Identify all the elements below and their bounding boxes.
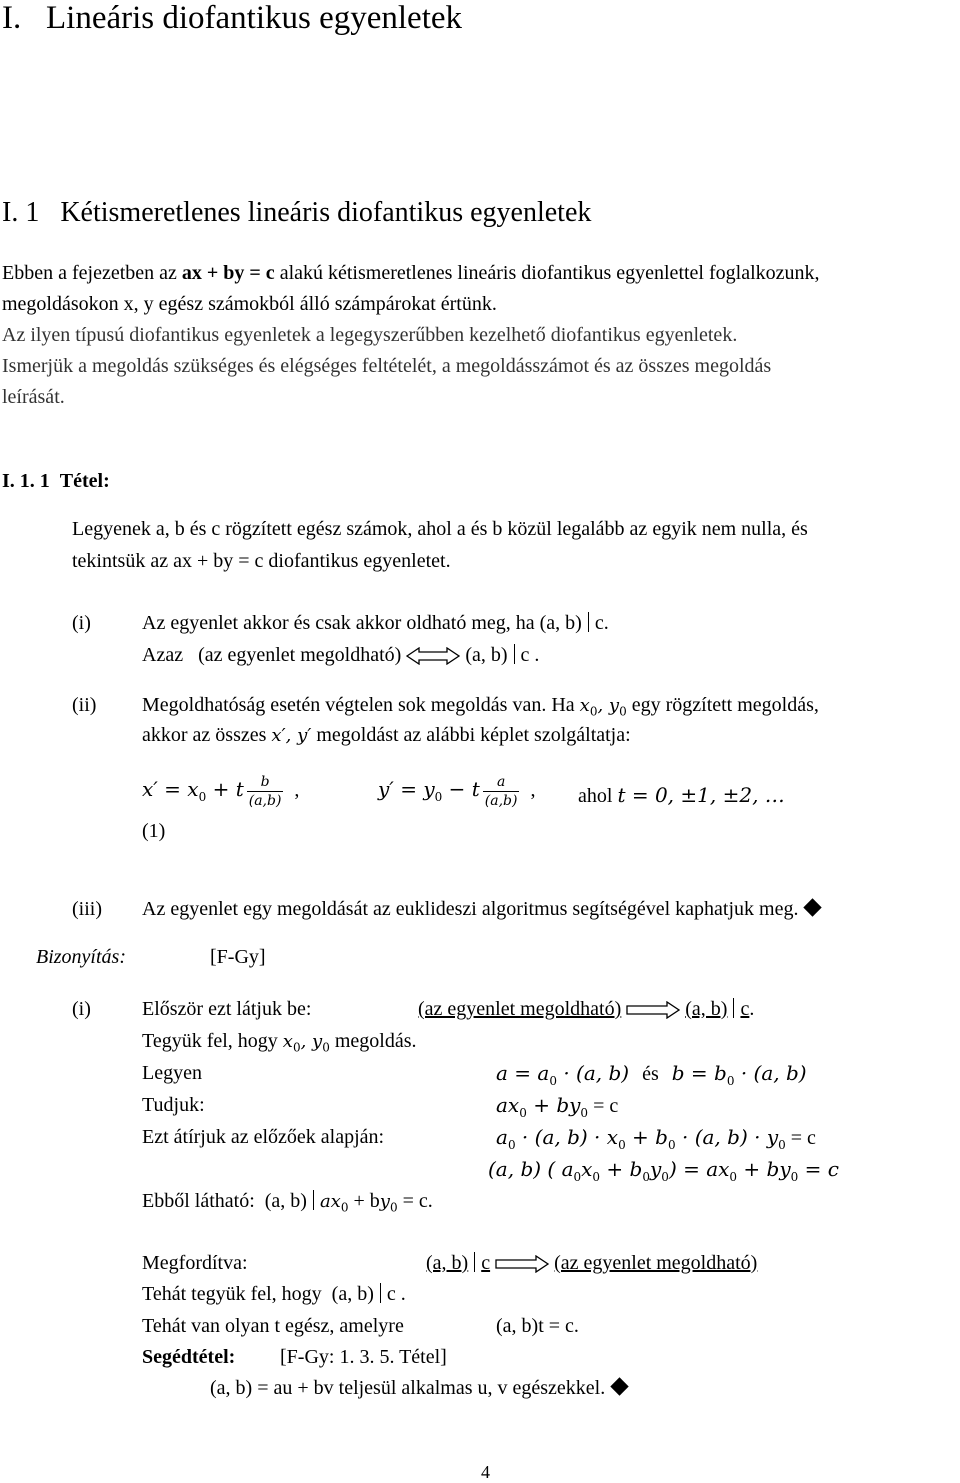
divides-symbol [313,1190,314,1210]
item-i-text: c . [520,644,540,666]
item-ii-label: (ii) [72,694,97,716]
lemma-text [210,1377,626,1400]
lemma-label: Segédtétel: [142,1346,236,1368]
proof-tehat-1-text: Tehát tegyük fel, hogy (a, b) [142,1283,374,1305]
proof-atirjuk-equation: $a_0 \cdot (a$, $b) \cdot x_0 + b_0 \cdot (a$, $b) \cdot y_0 = c$ [496,1125,816,1152]
proof-reference: [F-Gy] [210,946,266,968]
formula-x: $x' = x_0 + t$ $\frac{b}{(a,b)}$ , [142,774,300,809]
divides-symbol [474,1252,475,1272]
divides-symbol [588,612,589,632]
item-ii-text: egy rögzített megoldás, [626,694,819,716]
divides-symbol [733,998,734,1018]
proof-equals-c: = c [593,1095,619,1117]
proof-first-premise: (az egyenlet megoldható) [418,998,622,1020]
proof-label: Bizonyítás: [36,946,126,968]
proof-tehat-1 [142,1283,406,1306]
intro-line-4: Ismerjük a megoldás szükséges és elégséges feltételét, a megoldásszámot és az összes megoldás [2,355,772,377]
item-i-label: (i) [72,612,91,634]
proof-first-period: . [749,998,755,1020]
proof-converse-statement [426,1252,757,1275]
proof-factored-equation: (a, b) ( $a_0x_0 + b_0y_0) = ax_0 + by_0 = c$ [488,1157,839,1184]
divides-symbol [514,644,515,664]
formula-t-range [578,784,785,808]
item-iii-text [142,898,819,921]
intro-text: alakú kétismeretlenes lineáris diofantikus egyenlettel foglalkozunk, [274,262,820,284]
item-ii-text: megoldást az alábbi képlet szolgáltatja: [311,724,631,746]
proof-converse-premise: (a, b) [426,1252,469,1274]
proof-legyen-label: Legyen [142,1062,202,1084]
formula-ahol: ahol [578,785,613,807]
right-arrow-icon [626,1001,680,1019]
math-x0-y0: $x_0$, $y_0$ [282,1031,330,1055]
formula-y: $y' = y_0 - t$ $\frac{a}{(a,b)}$ , [378,774,536,809]
proof-first-conclusion: c [740,998,750,1020]
theorem-text-1: Legyenek a, b és c rögzített egész számok, ahol a és b közül legalább az egyik nem nulla, és [72,518,808,540]
proof-tehat-1-text: c . [386,1283,406,1305]
intro-text: Ebben a fejezetben az [2,262,182,284]
item-ii-text: Megoldhatóság esetén végtelen sok megoldás van. Ha [142,694,580,716]
item-i-line-1 [142,612,609,635]
proof-ebbol-text: Ebből látható: (a, b) [142,1190,307,1212]
proof-first-statement [418,998,754,1021]
proof-equals-c: = c [790,1127,816,1149]
item-ii-line-2 [142,724,631,747]
proof-converse-conclusion: (az egyenlet megoldható) [554,1252,758,1274]
proof-tudjuk-equation: $ax_0 + by_0 = c$ [496,1093,619,1120]
theorem-heading: I. 1. 1 Tétel: [2,470,110,492]
proof-and-word: és [642,1063,659,1085]
item-i-text: c. [594,612,609,634]
subsection-title: I. 1 Kétismeretlenes lineáris diofantikus egyenletek [2,197,592,228]
intro-line-1 [2,262,820,285]
lemma-sentence: (a, b) = au + bv teljesül alkalmas u, v egészekkel. [210,1377,606,1399]
lemma-reference: [F-Gy: 1. 3. 5. Tétel] [280,1346,447,1368]
divides-symbol [380,1283,381,1303]
proof-tudjuk-label: Tudjuk: [142,1094,205,1116]
item-ii-text: akkor az összes [142,724,272,746]
proof-atirjuk-label: Ezt átírjuk az előzőek alapján: [142,1126,385,1148]
end-of-theorem-diamond-icon [804,898,822,916]
item-i-text: Azaz (az egyenlet megoldható) [142,644,402,666]
item-ii-line-1 [142,694,819,719]
item-i-text: Az egyenlet akkor és csak akkor oldható meg, ha (a, b) [142,612,582,634]
item-i-text: (a, b) [465,644,508,666]
proof-converse-premise: c [481,1252,491,1274]
proof-legyen-equation: $a = a_0 \cdot (a$, b) és $b = b_0 \cdot (a$, b) [496,1061,807,1088]
formula-number: (1) [142,820,166,842]
item-iii-sentence: Az egyenlet egy megoldását az euklideszi algoritmus segítségével kaphatjuk meg. [142,898,799,920]
item-i-line-2 [142,644,539,667]
intro-line-5: leírását. [2,386,65,408]
theorem-text-2: tekintsük az ax + by = c diofantikus egyenletet. [72,550,451,572]
proof-i-label: (i) [72,998,91,1020]
proof-first-label: Először ezt látjuk be: [142,998,312,1020]
page-number: 4 [481,1462,490,1482]
double-arrow-icon [406,647,460,665]
proof-tehat-2-label: Tehát van olyan t egész, amelyre [142,1315,404,1337]
math-x-prime-y-prime: x′, y′ [271,725,312,746]
formula-t-values: t = 0, ±1, ±2, … [617,783,785,807]
proof-suppose [142,1030,417,1055]
proof-ebbol: Ebből látható: (a, b) $ax_0 + by_0 = c$. [142,1190,433,1215]
proof-tehat-2-equation: (a, b)t = c. [496,1315,579,1337]
math-x0-y0: $x_0$, $y_0$ [579,695,627,719]
end-of-proof-diamond-icon [611,1377,629,1395]
intro-line-2: megoldásokon x, y egész számokból álló számpárokat értünk. [2,293,497,315]
item-iii-label: (iii) [72,898,102,920]
right-arrow-icon [495,1255,549,1273]
proof-ebbol-text: = c. [402,1190,433,1212]
proof-suppose-text: Tegyük fel, hogy [142,1030,283,1052]
section-title: I. Lineáris diofantikus egyenletek [2,0,463,36]
proof-first-conclusion: (a, b) [685,998,728,1020]
intro-line-3: Az ilyen típusú diofantikus egyenletek a legegyszerűbben kezelhető diofantikus egyenletek. [2,324,738,346]
proof-converse-label: Megfordítva: [142,1252,248,1274]
proof-suppose-text: megoldás. [329,1030,417,1052]
intro-equation: ax + by = c [181,262,275,284]
